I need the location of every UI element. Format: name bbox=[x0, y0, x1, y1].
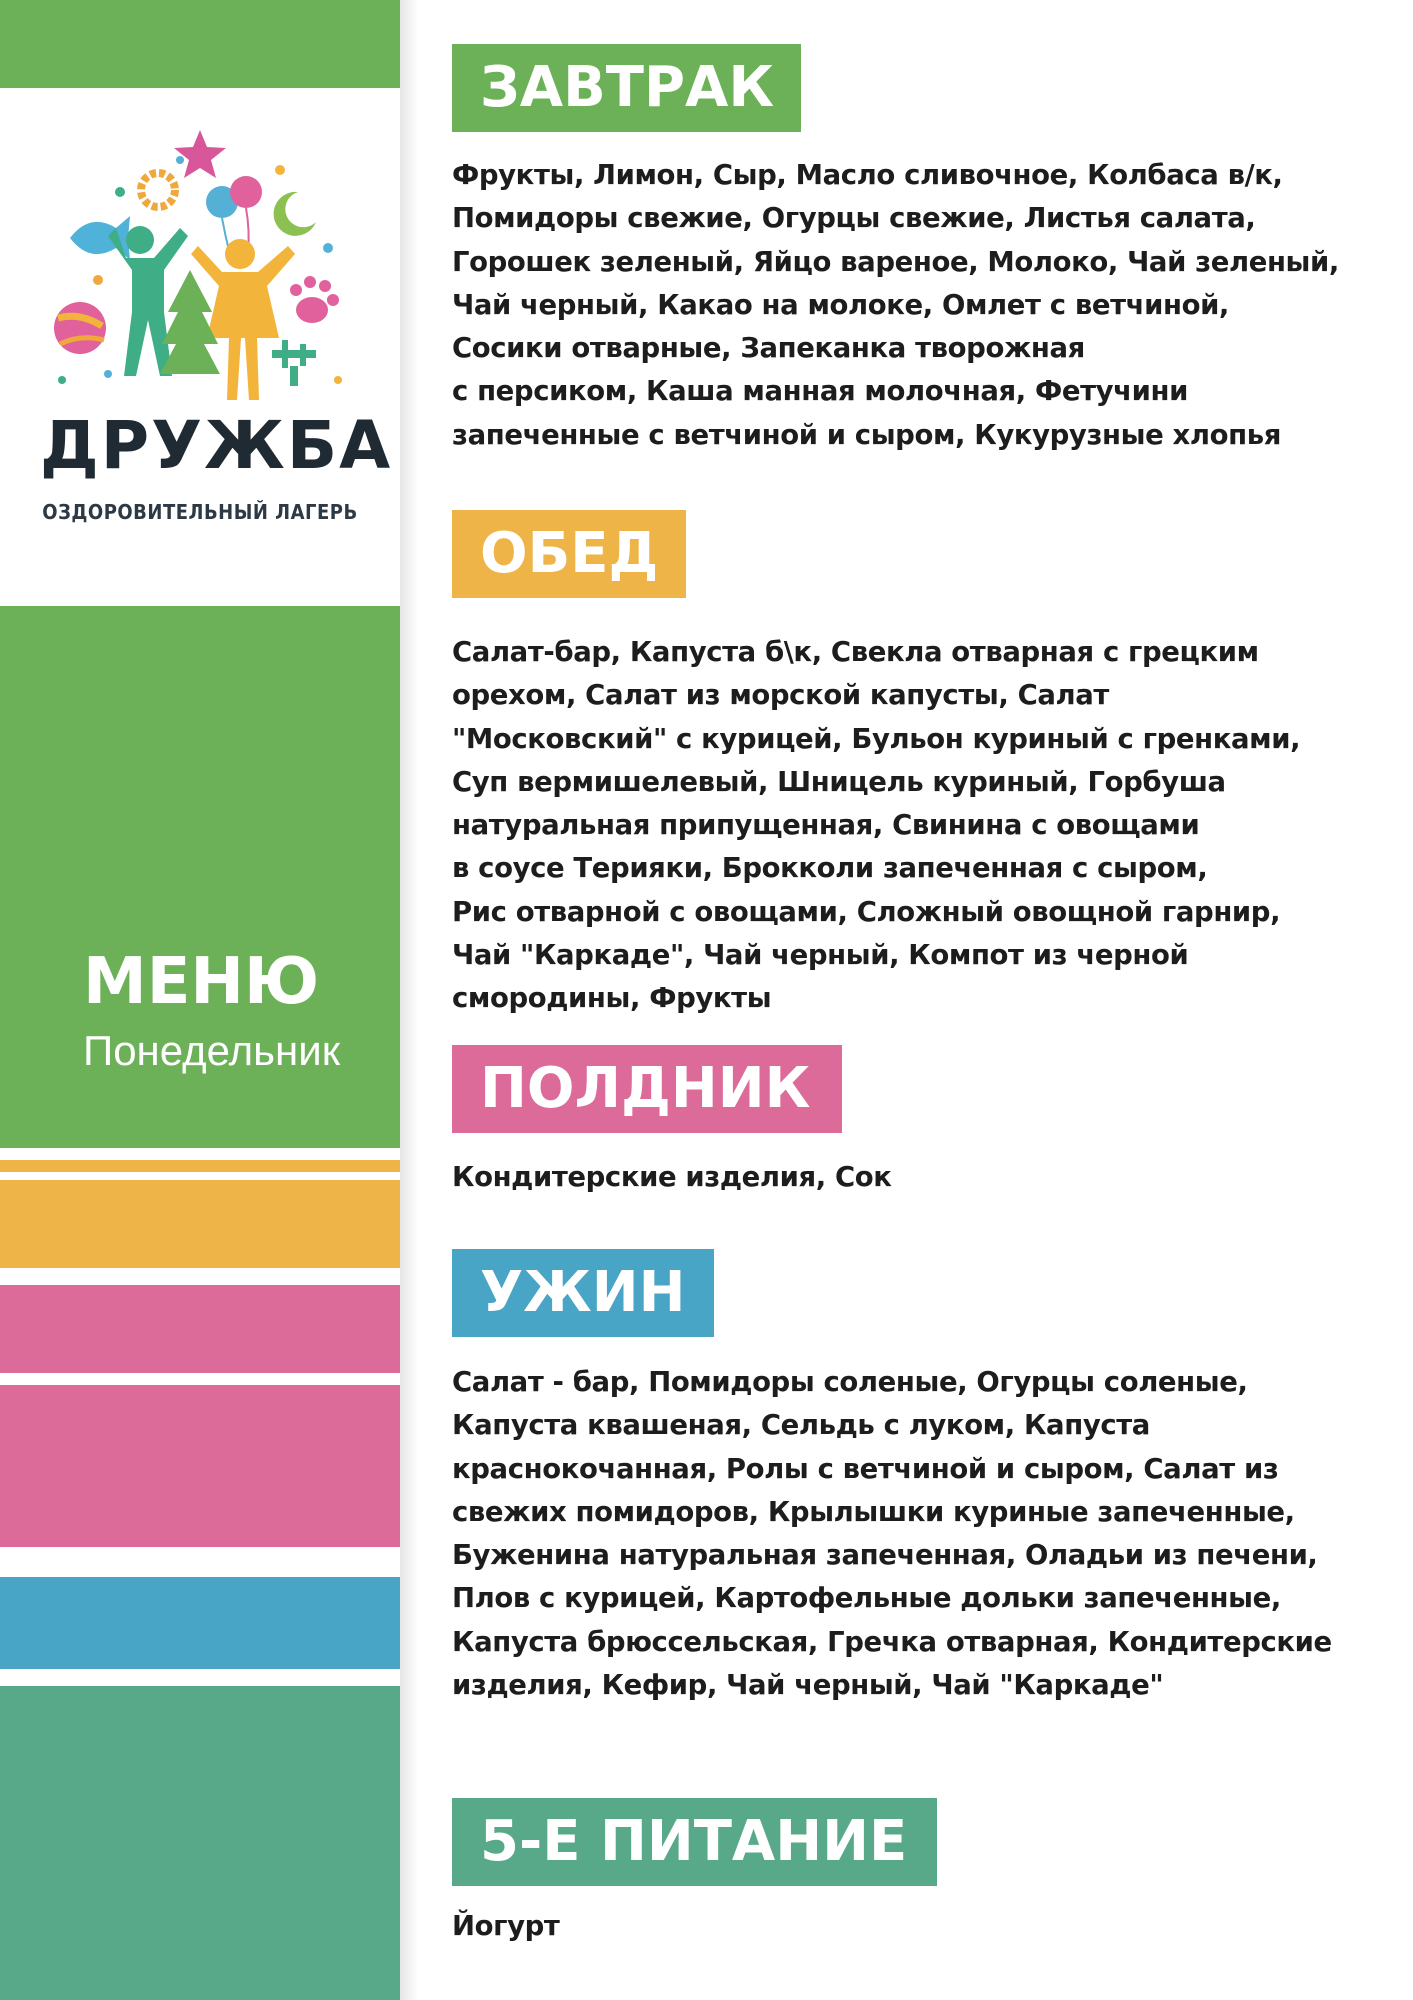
camp-logo bbox=[40, 130, 393, 550]
top-green-band bbox=[0, 0, 400, 88]
menu-line: Плов с курицей, Картофельные дольки запеченные, bbox=[452, 1582, 1281, 1615]
menu-line: краснокочанная, Ролы с ветчиной и сыром, Салат из bbox=[452, 1452, 1279, 1485]
menu-line: Буженина натуральная запеченная, Оладьи из печени, bbox=[452, 1539, 1318, 1572]
menu-line: Рис отварной с овощами, Сложный овощной гарнир, bbox=[452, 895, 1281, 928]
section-header-breakfast: ЗАВТРАК bbox=[452, 44, 801, 132]
logo-name: ДРУЖБА bbox=[40, 407, 393, 484]
blue-stripe bbox=[0, 1577, 400, 1669]
menu-line: Капуста квашеная, Сельдь с луком, Капуста bbox=[452, 1409, 1150, 1442]
menu-day: Понедельник bbox=[83, 1027, 341, 1074]
menu-line: орехом, Салат из морской капусты, Салат bbox=[452, 679, 1109, 712]
moon-icon bbox=[274, 192, 316, 236]
menu-title: МЕНЮ bbox=[83, 945, 320, 1019]
section-body-fifth-meal bbox=[452, 1905, 1397, 1948]
section-body-dinner bbox=[452, 1361, 1397, 1707]
menu-line: с персиком, Каша манная молочная, Фетучини bbox=[452, 375, 1188, 408]
menu-line: Йогурт bbox=[452, 1910, 560, 1942]
teal-panel bbox=[0, 1686, 400, 2000]
menu-line: Чай "Каркаде", Чай черный, Компот из черной bbox=[452, 939, 1189, 972]
menu-line: Салат - бар, Помидоры соленые, Огурцы соленые, bbox=[452, 1366, 1248, 1398]
menu-line: Капуста брюссельская, Гречка отварная, Кондитерские bbox=[452, 1625, 1332, 1658]
menu-line: смородины, Фрукты bbox=[452, 982, 772, 1015]
section-body-snack bbox=[452, 1156, 1397, 1199]
yellow-stripe-thin bbox=[0, 1160, 400, 1172]
section-body-breakfast bbox=[452, 154, 1397, 457]
girl-figure-icon bbox=[191, 239, 295, 400]
menu-line: натуральная припущенная, Свинина с овощами bbox=[452, 809, 1200, 842]
menu-line: Суп вермишелевый, Шницель куриный, Горбуша bbox=[452, 765, 1226, 798]
logo-illustration bbox=[50, 130, 350, 400]
sun-icon bbox=[141, 173, 175, 207]
ball-icon bbox=[54, 302, 106, 354]
menu-line: Фрукты, Лимон, Сыр, Масло сливочное, Колбаса в/к, bbox=[452, 159, 1283, 191]
section-body-lunch bbox=[452, 631, 1397, 1021]
section-header-lunch: ОБЕД bbox=[452, 510, 686, 598]
star-icon bbox=[174, 130, 226, 178]
paw-icon bbox=[290, 276, 339, 323]
menu-line: Чай черный, Какао на молоке, Омлет с ветчиной, bbox=[452, 288, 1229, 321]
pink-stripe-2 bbox=[0, 1385, 400, 1547]
menu-line: Помидоры свежие, Огурцы свежие, Листья салата, bbox=[452, 202, 1256, 235]
section-header-snack: ПОЛДНИК bbox=[452, 1045, 842, 1133]
menu-line: Салат-бар, Капуста б\к, Свекла отварная с грецким bbox=[452, 636, 1259, 668]
balloon-pink-icon bbox=[230, 176, 262, 208]
section-header-dinner: УЖИН bbox=[452, 1249, 714, 1337]
section-header-fifth-meal: 5-Е ПИТАНИЕ bbox=[452, 1798, 937, 1886]
pink-stripe-1 bbox=[0, 1285, 400, 1373]
menu-line: Кондитерские изделия, Сок bbox=[452, 1161, 892, 1193]
logo-subtitle: ОЗДОРОВИТЕЛЬНЫЙ ЛАГЕРЬ bbox=[42, 500, 358, 524]
tools-icon bbox=[272, 340, 316, 386]
sidebar bbox=[0, 0, 400, 2000]
menu-line: в соусе Терияки, Брокколи запеченная с сыром, bbox=[452, 852, 1208, 885]
menu-line: изделия, Кефир, Чай черный, Чай "Каркаде" bbox=[452, 1669, 1164, 1702]
menu-line: свежих помидоров, Крылышки куриные запеченные, bbox=[452, 1495, 1295, 1528]
menu-line: запеченные с ветчиной и сыром, Кукурузные хлопья bbox=[452, 418, 1281, 451]
menu-line: "Московский" с курицей, Бульон куриный с гренками, bbox=[452, 722, 1301, 755]
yellow-stripe bbox=[0, 1180, 400, 1268]
menu-line: Сосики отварные, Запеканка творожная bbox=[452, 332, 1085, 365]
menu-line: Горошек зеленый, Яйцо вареное, Молоко, Чай зеленый, bbox=[452, 245, 1339, 278]
